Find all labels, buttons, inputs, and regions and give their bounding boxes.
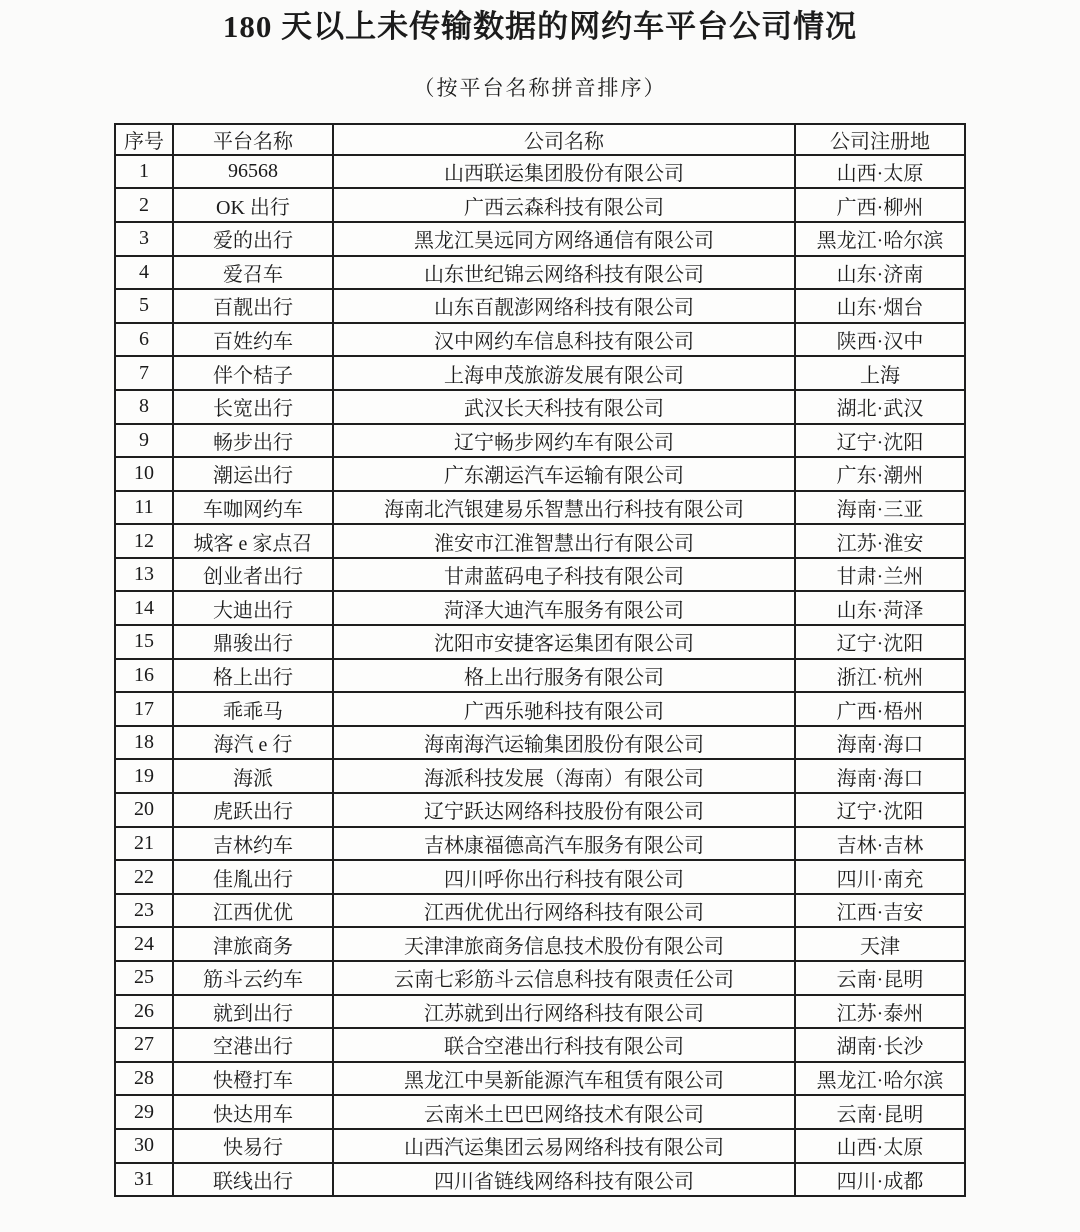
cell-serial: 26 xyxy=(115,995,173,1029)
table-row xyxy=(115,591,965,625)
cell-company: 淮安市江淮智慧出行有限公司 xyxy=(333,524,795,558)
table-row xyxy=(115,457,965,491)
table-header-row xyxy=(115,124,965,155)
cell-serial: 17 xyxy=(115,692,173,726)
table-row xyxy=(115,256,965,290)
table-row xyxy=(115,524,965,558)
cell-serial: 13 xyxy=(115,558,173,592)
cell-company: 辽宁跃达网络科技股份有限公司 xyxy=(333,793,795,827)
cell-platform: 爱的出行 xyxy=(173,222,333,256)
table-row xyxy=(115,894,965,928)
cell-region: 湖北·武汉 xyxy=(795,390,965,424)
cell-company: 海派科技发展（海南）有限公司 xyxy=(333,759,795,793)
table-row xyxy=(115,222,965,256)
cell-company: 黑龙江中昊新能源汽车租赁有限公司 xyxy=(333,1062,795,1096)
cell-region: 山东·菏泽 xyxy=(795,591,965,625)
cell-company: 吉林康福德高汽车服务有限公司 xyxy=(333,827,795,861)
cell-serial: 19 xyxy=(115,759,173,793)
cell-region: 广西·柳州 xyxy=(795,188,965,222)
cell-platform: 创业者出行 xyxy=(173,558,333,592)
cell-serial: 3 xyxy=(115,222,173,256)
cell-region: 吉林·吉林 xyxy=(795,827,965,861)
table-row xyxy=(115,995,965,1029)
cell-company: 上海申茂旅游发展有限公司 xyxy=(333,356,795,390)
cell-region: 广东·潮州 xyxy=(795,457,965,491)
cell-region: 广西·梧州 xyxy=(795,692,965,726)
cell-serial: 20 xyxy=(115,793,173,827)
header-serial: 序号 xyxy=(115,124,173,155)
cell-region: 湖南·长沙 xyxy=(795,1028,965,1062)
cell-serial: 1 xyxy=(115,155,173,189)
cell-platform: 畅步出行 xyxy=(173,424,333,458)
table-row xyxy=(115,1095,965,1129)
table-row xyxy=(115,793,965,827)
cell-company: 江苏就到出行网络科技有限公司 xyxy=(333,995,795,1029)
cell-company: 四川呼你出行科技有限公司 xyxy=(333,860,795,894)
table-header xyxy=(115,124,965,155)
cell-region: 辽宁·沈阳 xyxy=(795,625,965,659)
cell-serial: 25 xyxy=(115,961,173,995)
cell-company: 甘肃蓝码电子科技有限公司 xyxy=(333,558,795,592)
cell-region: 辽宁·沈阳 xyxy=(795,424,965,458)
cell-region: 山东·济南 xyxy=(795,256,965,290)
header-region: 公司注册地 xyxy=(795,124,965,155)
cell-company: 沈阳市安捷客运集团有限公司 xyxy=(333,625,795,659)
cell-serial: 22 xyxy=(115,860,173,894)
cell-company: 格上出行服务有限公司 xyxy=(333,659,795,693)
platform-table xyxy=(114,123,966,1197)
cell-platform: 吉林约车 xyxy=(173,827,333,861)
cell-region: 上海 xyxy=(795,356,965,390)
cell-region: 云南·昆明 xyxy=(795,961,965,995)
cell-region: 辽宁·沈阳 xyxy=(795,793,965,827)
cell-serial: 10 xyxy=(115,457,173,491)
cell-serial: 7 xyxy=(115,356,173,390)
cell-platform: 空港出行 xyxy=(173,1028,333,1062)
cell-platform: 快橙打车 xyxy=(173,1062,333,1096)
cell-serial: 30 xyxy=(115,1129,173,1163)
cell-region: 天津 xyxy=(795,927,965,961)
table-row xyxy=(115,323,965,357)
cell-region: 浙江·杭州 xyxy=(795,659,965,693)
cell-platform: 格上出行 xyxy=(173,659,333,693)
table-row xyxy=(115,692,965,726)
cell-serial: 27 xyxy=(115,1028,173,1062)
cell-company: 辽宁畅步网约车有限公司 xyxy=(333,424,795,458)
cell-serial: 5 xyxy=(115,289,173,323)
cell-platform: 佳胤出行 xyxy=(173,860,333,894)
cell-platform: 联线出行 xyxy=(173,1163,333,1197)
table-row xyxy=(115,491,965,525)
cell-serial: 11 xyxy=(115,491,173,525)
cell-platform: 大迪出行 xyxy=(173,591,333,625)
cell-region: 江苏·泰州 xyxy=(795,995,965,1029)
cell-region: 四川·南充 xyxy=(795,860,965,894)
table-row xyxy=(115,356,965,390)
cell-company: 菏泽大迪汽车服务有限公司 xyxy=(333,591,795,625)
table-row xyxy=(115,961,965,995)
table-row xyxy=(115,827,965,861)
cell-serial: 16 xyxy=(115,659,173,693)
cell-serial: 6 xyxy=(115,323,173,357)
cell-company: 广西云森科技有限公司 xyxy=(333,188,795,222)
table-row xyxy=(115,927,965,961)
cell-platform: 潮运出行 xyxy=(173,457,333,491)
table-row xyxy=(115,558,965,592)
cell-serial: 28 xyxy=(115,1062,173,1096)
cell-platform: 爱召车 xyxy=(173,256,333,290)
cell-serial: 4 xyxy=(115,256,173,290)
table-row xyxy=(115,759,965,793)
table-row xyxy=(115,1129,965,1163)
cell-platform: 快达用车 xyxy=(173,1095,333,1129)
cell-platform: 津旅商务 xyxy=(173,927,333,961)
cell-serial: 24 xyxy=(115,927,173,961)
cell-serial: 2 xyxy=(115,188,173,222)
table-row xyxy=(115,1163,965,1197)
cell-region: 陕西·汉中 xyxy=(795,323,965,357)
cell-serial: 23 xyxy=(115,894,173,928)
cell-platform: 鼎骏出行 xyxy=(173,625,333,659)
table-row xyxy=(115,1028,965,1062)
table-row xyxy=(115,188,965,222)
cell-region: 山西·太原 xyxy=(795,155,965,189)
cell-platform: 虎跃出行 xyxy=(173,793,333,827)
cell-platform: 长宽出行 xyxy=(173,390,333,424)
page-title: 180 天以上未传输数据的网约车平台公司情况 xyxy=(222,9,858,44)
cell-serial: 9 xyxy=(115,424,173,458)
cell-platform: 96568 xyxy=(173,155,333,189)
cell-region: 海南·海口 xyxy=(795,759,965,793)
table-row xyxy=(115,726,965,760)
cell-platform: 百靓出行 xyxy=(173,289,333,323)
cell-serial: 12 xyxy=(115,524,173,558)
table-row xyxy=(115,625,965,659)
cell-company: 联合空港出行科技有限公司 xyxy=(333,1028,795,1062)
cell-region: 山西·太原 xyxy=(795,1129,965,1163)
cell-company: 云南七彩筋斗云信息科技有限责任公司 xyxy=(333,961,795,995)
cell-company: 武汉长天科技有限公司 xyxy=(333,390,795,424)
table-row xyxy=(115,289,965,323)
cell-company: 四川省链线网络科技有限公司 xyxy=(333,1163,795,1197)
cell-company: 海南北汽银建易乐智慧出行科技有限公司 xyxy=(333,491,795,525)
cell-platform: 快易行 xyxy=(173,1129,333,1163)
cell-company: 山西联运集团股份有限公司 xyxy=(333,155,795,189)
cell-platform: 伴个桔子 xyxy=(173,356,333,390)
cell-serial: 21 xyxy=(115,827,173,861)
cell-company: 山西汽运集团云易网络科技有限公司 xyxy=(333,1129,795,1163)
table-body xyxy=(115,155,965,1196)
cell-platform: 城客 e 家点召 xyxy=(173,524,333,558)
cell-company: 黑龙江昊远同方网络通信有限公司 xyxy=(333,222,795,256)
cell-region: 云南·昆明 xyxy=(795,1095,965,1129)
cell-platform: OK 出行 xyxy=(173,188,333,222)
table-row xyxy=(115,424,965,458)
table-row xyxy=(115,390,965,424)
cell-serial: 15 xyxy=(115,625,173,659)
page-subtitle: （按平台名称拼音排序） xyxy=(413,75,667,100)
cell-company: 汉中网约车信息科技有限公司 xyxy=(333,323,795,357)
cell-company: 云南米土巴巴网络技术有限公司 xyxy=(333,1095,795,1129)
cell-company: 江西优优出行网络科技有限公司 xyxy=(333,894,795,928)
cell-region: 黑龙江·哈尔滨 xyxy=(795,222,965,256)
cell-platform: 车咖网约车 xyxy=(173,491,333,525)
cell-platform: 海汽 e 行 xyxy=(173,726,333,760)
cell-serial: 29 xyxy=(115,1095,173,1129)
header-company: 公司名称 xyxy=(333,124,795,155)
cell-platform: 江西优优 xyxy=(173,894,333,928)
cell-region: 四川·成都 xyxy=(795,1163,965,1197)
cell-serial: 31 xyxy=(115,1163,173,1197)
cell-region: 海南·三亚 xyxy=(795,491,965,525)
table-row xyxy=(115,860,965,894)
table-row xyxy=(115,155,965,189)
cell-serial: 18 xyxy=(115,726,173,760)
cell-region: 黑龙江·哈尔滨 xyxy=(795,1062,965,1096)
cell-platform: 就到出行 xyxy=(173,995,333,1029)
cell-company: 山东世纪锦云网络科技有限公司 xyxy=(333,256,795,290)
cell-platform: 百姓约车 xyxy=(173,323,333,357)
cell-platform: 海派 xyxy=(173,759,333,793)
cell-company: 广东潮运汽车运输有限公司 xyxy=(333,457,795,491)
cell-region: 山东·烟台 xyxy=(795,289,965,323)
cell-platform: 乖乖马 xyxy=(173,692,333,726)
cell-serial: 14 xyxy=(115,591,173,625)
cell-region: 甘肃·兰州 xyxy=(795,558,965,592)
cell-region: 江西·吉安 xyxy=(795,894,965,928)
cell-region: 江苏·淮安 xyxy=(795,524,965,558)
cell-serial: 8 xyxy=(115,390,173,424)
table-row xyxy=(115,659,965,693)
cell-company: 海南海汽运输集团股份有限公司 xyxy=(333,726,795,760)
cell-region: 海南·海口 xyxy=(795,726,965,760)
cell-company: 天津津旅商务信息技术股份有限公司 xyxy=(333,927,795,961)
table-row xyxy=(115,1062,965,1096)
cell-platform: 筋斗云约车 xyxy=(173,961,333,995)
cell-company: 山东百靓澎网络科技有限公司 xyxy=(333,289,795,323)
header-platform: 平台名称 xyxy=(173,124,333,155)
cell-company: 广西乐驰科技有限公司 xyxy=(333,692,795,726)
